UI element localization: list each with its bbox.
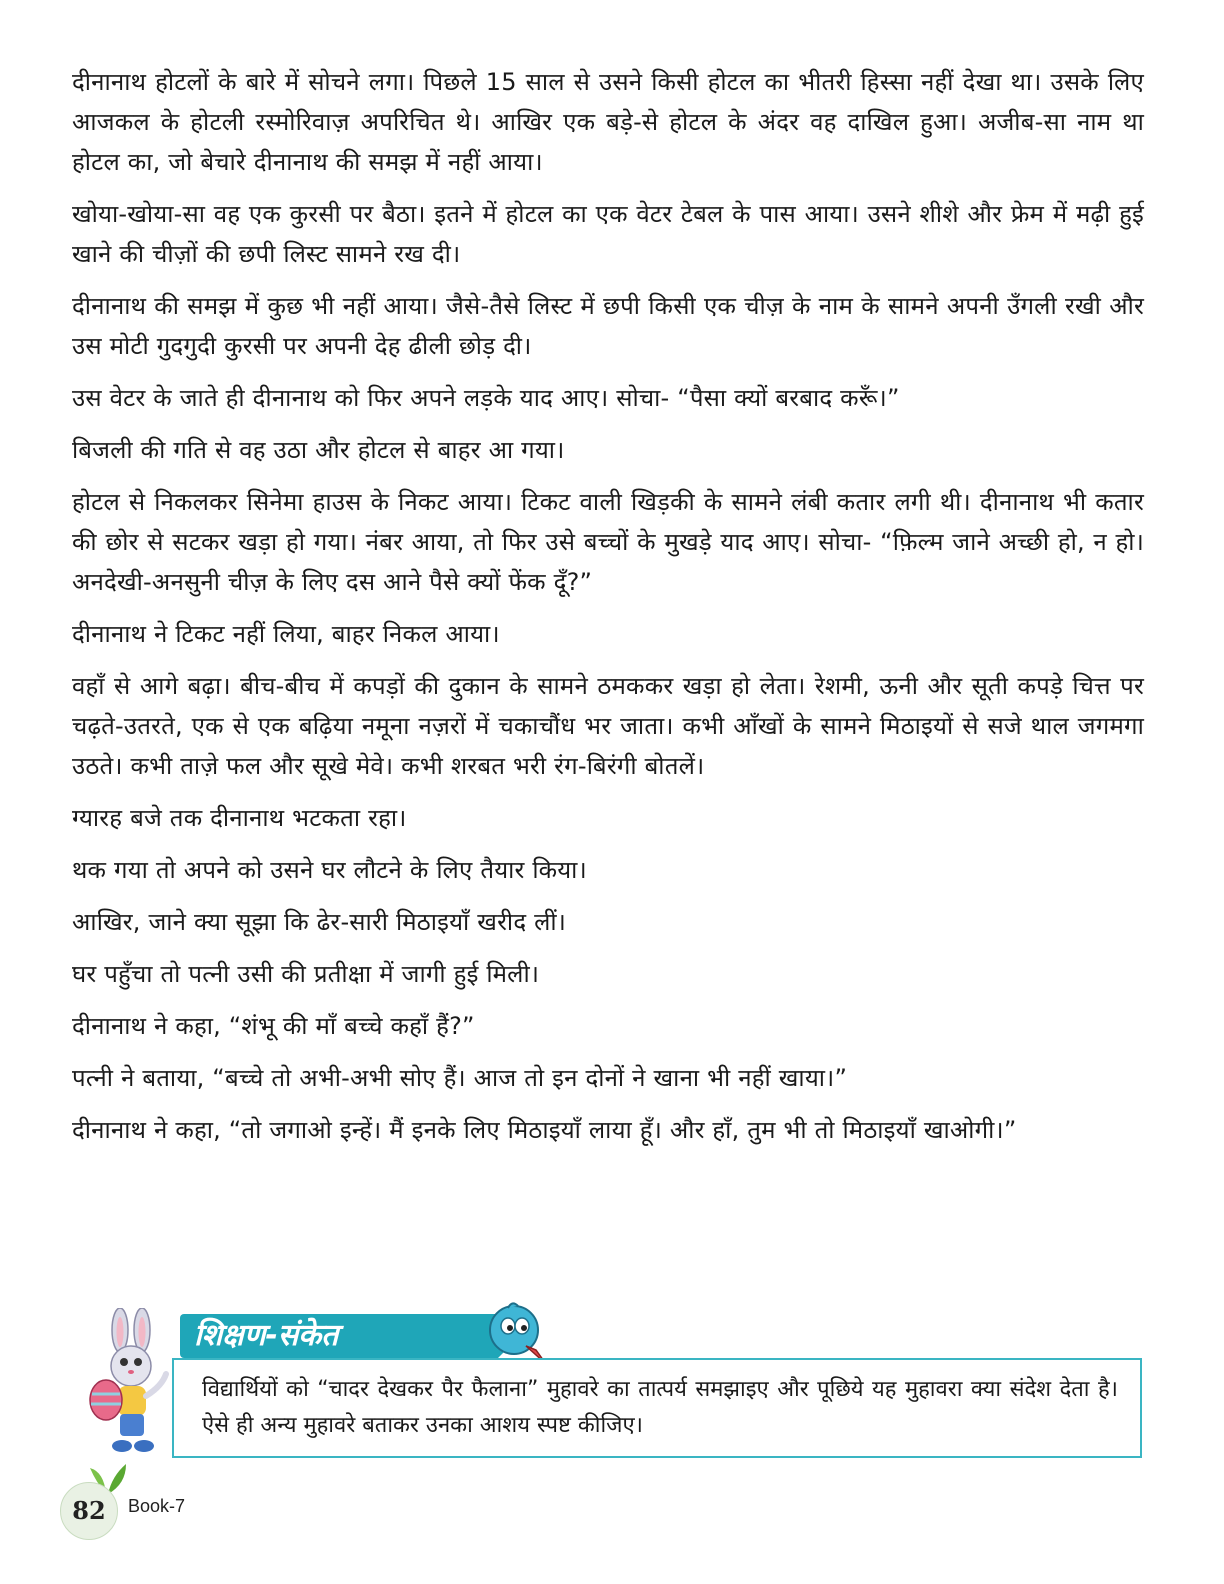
paragraph: थक गया तो अपने को उसने घर लौटने के लिए तैयार किया।	[72, 856, 587, 884]
page-footer	[60, 1462, 260, 1542]
teaching-hint-text: विद्यार्थियों को “चादर देखकर पैर फैलाना” मुहावरे का तात्पर्य समझाइए और पूछिये यह मुहावरा क्या संदेश देता है। ऐसे ही अन्य मुहावरे बताकर उनका आशय स्पष्ट कीजिए।	[202, 1377, 1118, 1438]
bunny-mascot-icon	[80, 1308, 180, 1458]
paragraph: होटल से निकलकर सिनेमा हाउस के निकट आया। टिकट वाली खिड़की के सामने लंबी कतार लगी थी। दीनानाथ भी कतार की छोर से सटकर खड़ा हो गया। नंबर आया, तो फिर उसे बच्चों के मुखड़े याद आए। सोचा- “फ़िल्म जाने अच्छी हो, न हो। अनदेखी-अनसुनी चीज़ के लिए दस आने पैसे क्यों फेंक दूँ?”	[72, 488, 1144, 596]
paragraph: आखिर, जाने क्या सूझा कि ढेर-सारी मिठाइयाँ खरीद लीं।	[72, 908, 567, 936]
paragraph: दीनानाथ की समझ में कुछ भी नहीं आया। जैसे-तैसे लिस्ट में छपी किसी एक चीज़ के नाम के सामने अपनी उँगली रखी और उस मोटी गुदगुदी कुरसी पर अपनी देह ढीली छोड़ दी।	[72, 292, 1144, 360]
paragraph: दीनानाथ ने कहा, “शंभू की माँ बच्चे कहाँ हैं?”	[72, 1012, 475, 1040]
teaching-hint-box	[172, 1358, 1142, 1458]
paragraph: खोया-खोया-सा वह एक कुरसी पर बैठा। इतने में होटल का एक वेटर टेबल के पास आया। उसने शीशे और फ्रेम में मढ़ी हुई खाने की चीज़ों की छपी लिस्ट सामने रख दी।	[72, 200, 1144, 268]
paragraph: दीनानाथ ने कहा, “तो जगाओ इन्हें। मैं इनके लिए मिठाइयाँ लाया हूँ। और हाँ, तुम भी तो मिठाइयाँ खाओगी।”	[72, 1116, 1017, 1144]
teaching-hint-title: शिक्षण-संकेत	[180, 1314, 498, 1358]
paragraph: ग्यारह बजे तक दीनानाथ भटकता रहा।	[72, 804, 407, 832]
paragraph: दीनानाथ होटलों के बारे में सोचने लगा। पिछले 15 साल से उसने किसी होटल का भीतरी हिस्सा नहीं देखा था। उसके लिए आजकल के होटली रस्मोरिवाज़ अपरिचित थे। आखिर एक बड़े-से होटल के अंदर वह दाखिल हुआ। अजीब-सा नाम था होटल का, जो बेचारे दीनानाथ की समझ में नहीं आया।	[72, 68, 1144, 176]
paragraph: घर पहुँचा तो पत्नी उसी की प्रतीक्षा में जागी हुई मिली।	[72, 960, 540, 988]
story-body	[72, 62, 1144, 1162]
paragraph: बिजली की गति से वह उठा और होटल से बाहर आ गया।	[72, 436, 565, 464]
paragraph: वहाँ से आगे बढ़ा। बीच-बीच में कपड़ों की दुकान के सामने ठमककर खड़ा हो लेता। रेशमी, ऊनी और सूती कपड़े चित्त पर चढ़ते-उतरते, एक से एक बढ़िया नमूना नज़रों में चकाचौंध भर जाता। कभी आँखों के सामने मिठाइयों से सजे थाल जगमगा उठते। कभी ताज़े फल और सूखे मेवे। कभी शरबत भरी रंग-बिरंगी बोतलें।	[72, 672, 1144, 780]
book-label: Book-7	[128, 1496, 186, 1516]
paragraph: दीनानाथ ने टिकट नहीं लिया, बाहर निकल आया।	[72, 620, 500, 648]
page-number: 82	[60, 1482, 118, 1540]
teaching-hint-section	[80, 1300, 1150, 1475]
paragraph: उस वेटर के जाते ही दीनानाथ को फिर अपने लड़के याद आए। सोचा- “पैसा क्यों बरबाद करूँ।”	[72, 384, 900, 412]
paragraph: पत्नी ने बताया, “बच्चे तो अभी-अभी सोए हैं। आज तो इन दोनों ने खाना भी नहीं खाया।”	[72, 1064, 848, 1092]
